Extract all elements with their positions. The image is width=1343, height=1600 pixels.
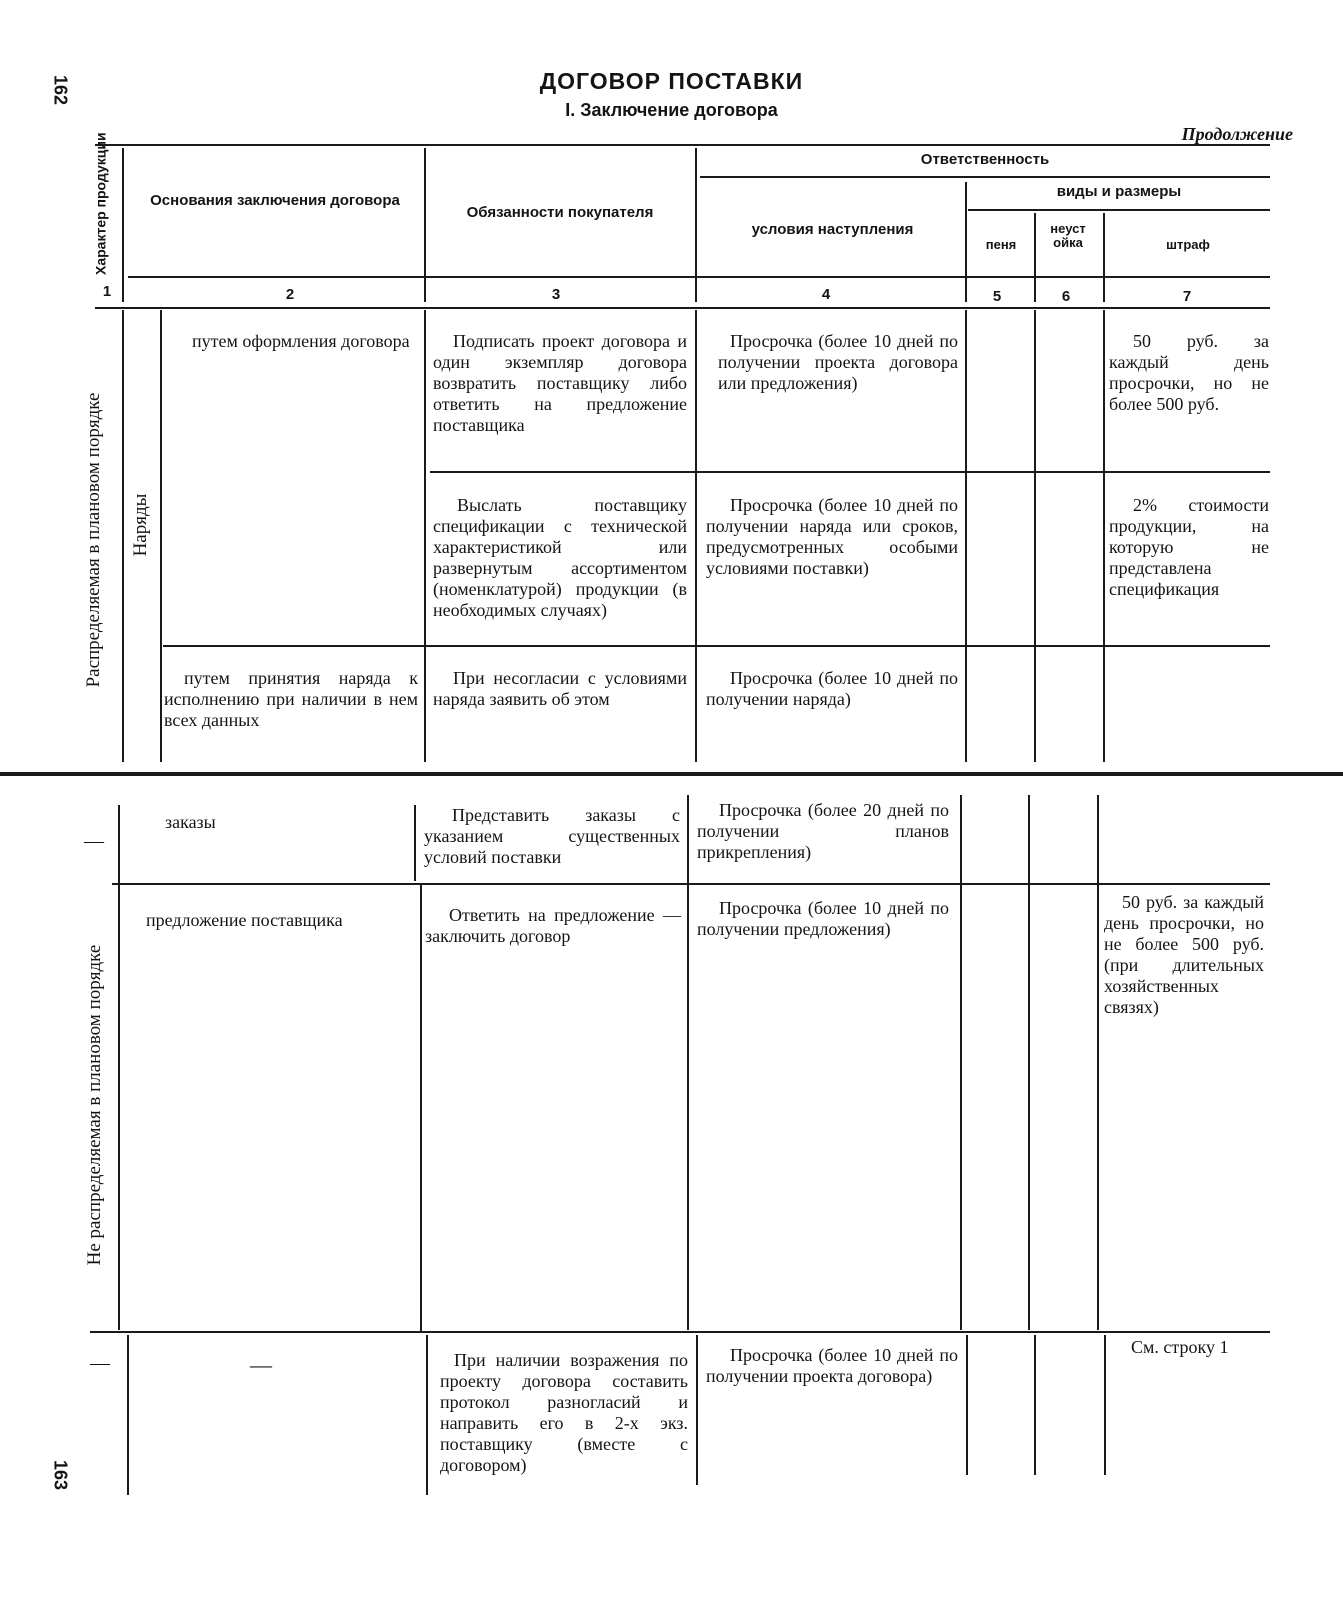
row2-fine: 2% стоимости продукции, на которую не представлена спецификация [1109,495,1269,599]
row6-basis: — [250,1352,272,1377]
row5-duty: Ответить на предложение — заключить договор [425,905,681,946]
header-penalty: пеня [985,237,1017,252]
row2-duty: Выслать поставщику спецификации с технической характеристикой или развернутым ассортиментом (номенклатурой) продукции (в необходимых случаях) [433,495,687,620]
header-occurrence-conditions: условия наступления [751,221,914,238]
col-number-1: 1 [102,283,112,300]
col-number-5: 5 [992,288,1002,305]
row5-condition: Просрочка (более 10 дней по получении предложения) [697,898,949,939]
row4-basis: заказы [165,812,216,832]
row2-condition: Просрочка (более 10 дней по получении наряда или сроков, предусмотренных особыми условиями поставки) [706,495,958,578]
header-contract-basis: Основания заключения договора [150,192,400,209]
col-number-7: 7 [1182,288,1192,305]
page-number-bottom: 163 [50,1459,71,1491]
header-buyer-duties: Обязанности покупателя [466,204,654,221]
continuation-label: Продолжение [1181,124,1293,144]
header-forfeit: неустойка [1050,221,1086,250]
header-responsibility: Ответственность [920,151,1050,168]
row5-basis: предложение поставщика [146,910,343,930]
subgroup-label-orders: Наряды [130,493,151,557]
section-subtitle: I. Заключение договора [565,100,778,120]
col-number-6: 6 [1061,288,1071,305]
row3-condition: Просрочка (более 10 дней по получении наряда) [706,668,958,709]
row3-duty: При несогласии с условиями наряда заявить об этом [433,668,687,709]
col-number-3: 3 [551,286,561,303]
row6-condition: Просрочка (более 10 дней по получении проекта договора) [706,1345,958,1386]
dash-marker-protocol: — [90,1352,110,1374]
document-title: ДОГОВОР ПОСТАВКИ [539,68,804,94]
row6-fine: См. строку 1 [1131,1337,1229,1357]
header-kinds-and-amounts: виды и размеры [1056,183,1182,200]
header-character-of-products: Характер продукции [92,132,109,275]
page-number-top: 162 [50,74,71,106]
row1-condition: Просрочка (более 10 дней по получении проекта договора или предложения) [718,331,958,393]
row4-condition: Просрочка (более 20 дней по получении планов прикрепления) [697,800,949,862]
row4-duty: Представить заказы с указанием существенных условий поставки [424,805,680,867]
page-break-line [0,772,1343,776]
header-fine: штраф [1166,237,1210,252]
row5-fine: 50 руб. за каждый день просрочки, но не более 500 руб. (при длительных хозяйственных связях) [1104,892,1264,1017]
dash-marker-orders: — [84,830,104,852]
row1-basis: путем оформления договора [192,331,410,351]
group-label-unplanned: Не распределяемая в плановом порядке [84,944,105,1266]
col-number-2: 2 [285,286,295,303]
row1-duty: Подписать проект договора и один экземпляр договора возвратить поставщику либо ответить на предложение поставщика [433,331,687,435]
col-number-4: 4 [821,286,831,303]
row6-duty: При наличии возражения по проекту договора составить протокол разногласий и направить его в 2-х экз. поставщику (вместе с договором) [440,1350,688,1475]
row3-basis: путем принятия наряда к исполнению при наличии в нем всех данных [164,668,418,730]
row1-fine: 50 руб. за каждый день просрочки, но не более 500 руб. [1109,331,1269,414]
group-label-planned: Распределяемая в плановом порядке [83,392,104,688]
